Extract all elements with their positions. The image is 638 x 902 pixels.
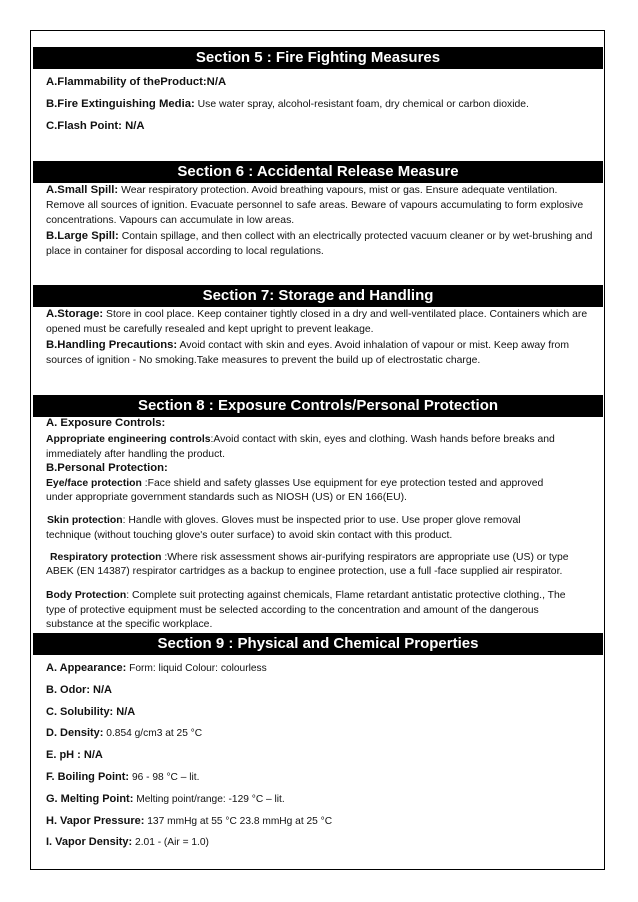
section-8-header: Section 8 : Exposure Controls/Personal Protection [33, 395, 603, 417]
s9-vapor-density [46, 835, 606, 850]
s8-skin-line2: technique (without touching glove's outer surface) to avoid skin contact with this product. [46, 530, 453, 541]
s7-handling-text: Avoid contact with skin and eyes. Avoid inhalation of vapour or mist. Keep away from [177, 340, 569, 351]
s7-storage-label: A.Storage: [46, 308, 104, 320]
s8-engineering-line2: immediately after handling the product. [46, 449, 226, 460]
s8-body-label: Body Protection [46, 590, 127, 601]
s6-small-spill-line3: concentrations. Vapours can accumulate in low areas. [46, 215, 295, 226]
s9-vapor-pressure [46, 814, 606, 829]
s7-storage-line1 [46, 307, 606, 322]
s9-vapor-density-value: 2.01 - (Air = 1.0) [132, 837, 209, 848]
s8-engineering-line1 [46, 432, 606, 447]
s9-density-value: 0.854 g/cm3 at 25 °C [103, 728, 203, 739]
s9-appearance-value: Form: liquid Colour: colourless [126, 663, 267, 674]
s9-melting-point [46, 792, 606, 807]
section-5-header: Section 5 : Fire Fighting Measures [33, 47, 603, 69]
s6-large-spill-label: B.Large Spill: [46, 230, 119, 242]
s6-large-spill-line1 [46, 229, 606, 244]
s7-handling-label: B.Handling Precautions: [46, 339, 178, 351]
s9-melting-label: G. Melting Point: [46, 793, 134, 805]
s9-solubility: C. Solubility: N/A [46, 706, 136, 718]
s9-density-label: D. Density: [46, 727, 104, 739]
s8-skin-text: : Handle with gloves. Gloves must be inspected prior to use. Use proper glove removal [122, 515, 521, 526]
s9-vapor-density-label: I. Vapor Density: [46, 836, 133, 848]
s8-body-text: : Complete suit protecting against chemicals, Flame retardant antistatic protective clothing., The [126, 590, 566, 601]
s7-handling-line2: sources of ignition - No smoking.Take measures to prevent the build up of electrostatic charge. [46, 355, 481, 366]
s9-ph: E. pH : N/A [46, 749, 103, 761]
s8-body-line1 [46, 588, 606, 603]
s8-respiratory-line2: ABEK (EN 14387) respirator cartridges as a backup to enginee protection, use a full -face supplied air respirator. [46, 566, 563, 577]
s5-flammability: A.Flammability of theProduct:N/A [46, 76, 227, 88]
s9-odor: B. Odor: N/A [46, 684, 112, 696]
s6-small-spill-label: A.Small Spill: [46, 184, 119, 196]
s9-vapor-pressure-value: 137 mmHg at 55 °C 23.8 mmHg at 25 °C [144, 816, 333, 827]
s6-small-spill-line1 [46, 183, 606, 198]
s5-extinguishing-label: B.Fire Extinguishing Media: [46, 98, 195, 110]
s7-handling-line1 [46, 338, 606, 353]
s9-boiling-label: F. Boiling Point: [46, 771, 130, 783]
s9-melting-value: Melting point/range: -129 °C – lit. [133, 794, 285, 805]
s8-eye-line2: under appropriate government standards such as NIOSH (US) or EN 166(EU). [46, 492, 407, 503]
s7-storage-line2: opened must be carefully resealed and kept upright to prevent leakage. [46, 324, 374, 335]
section-9-header: Section 9 : Physical and Chemical Properties [33, 633, 603, 655]
s5-flash-point: C.Flash Point: N/A [46, 120, 145, 132]
s6-large-spill-text: Contain spillage, and then collect with an electrically protected vacuum cleaner or by wet-brushing and [118, 231, 593, 242]
s8-engineering-text: :Avoid contact with skin, eyes and clothing. Wash hands before breaks and [210, 434, 555, 445]
s8-respiratory-label: Respiratory protection [50, 552, 162, 563]
s8-respiratory-line1 [50, 550, 610, 565]
s8-eye-line1 [46, 476, 606, 491]
s5-extinguishing-text: Use water spray, alcohol-resistant foam, dry chemical or carbon dioxide. [194, 99, 529, 110]
s9-appearance-label: A. Appearance: [46, 662, 127, 674]
s8-engineering-label: Appropriate engineering controls [46, 434, 211, 445]
s5-extinguishing-media [46, 97, 606, 112]
s8-eye-label: Eye/face protection [46, 478, 142, 489]
s8-eye-text: :Face shield and safety glasses Use equipment for eye protection tested and approved [141, 478, 544, 489]
s8-respiratory-text: :Where risk assessment shows air-purifying respirators are appropriate use (US) or type [161, 552, 569, 563]
s8-body-line3: substance at the specific workplace. [46, 619, 213, 630]
s9-appearance [46, 661, 606, 676]
s6-small-spill-text: Wear respiratory protection. Avoid breathing vapours, mist or gas. Ensure adequate ventilation. [118, 185, 558, 196]
s8-exposure-controls-heading: A. Exposure Controls: [46, 417, 166, 429]
s8-personal-protection-heading: B.Personal Protection: [46, 462, 168, 474]
s9-boiling-point [46, 770, 606, 785]
s9-vapor-pressure-label: H. Vapor Pressure: [46, 815, 145, 827]
s6-small-spill-line2: Remove all sources of ignition. Evacuate personnel to safe areas. Beware of vapours accumulating to form explosive [46, 200, 584, 211]
s9-boiling-value: 96 - 98 °C – lit. [129, 772, 200, 783]
s9-density [46, 726, 606, 741]
section-6-header: Section 6 : Accidental Release Measure [33, 161, 603, 183]
section-7-header: Section 7: Storage and Handling [33, 285, 603, 307]
s7-storage-text: Store in cool place. Keep container tightly closed in a dry and well-ventilated place. Containers which are [103, 309, 588, 320]
s8-skin-label: Skin protection [47, 515, 123, 526]
s8-skin-line1 [47, 513, 607, 528]
s8-body-line2: type of protective equipment must be selected according to the concentration and amount of the dangerous [46, 605, 539, 616]
s6-large-spill-line2: place in container for disposal according to local regulations. [46, 246, 324, 257]
